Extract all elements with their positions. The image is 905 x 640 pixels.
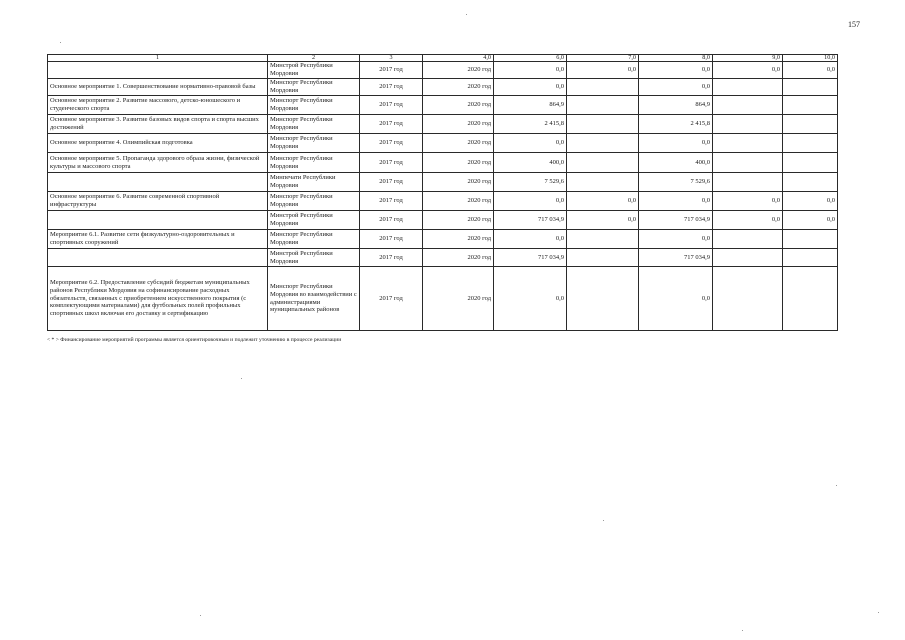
executor-cell: Минстрой Республики Мордовия <box>268 249 360 267</box>
value-cell <box>783 79 838 96</box>
value-cell: 0,0 <box>639 62 713 79</box>
value-cell: 717 034,9 <box>639 211 713 230</box>
end-year-cell: 2020 год <box>423 96 494 115</box>
value-cell: 0,0 <box>713 62 783 79</box>
end-year-cell: 2020 год <box>423 115 494 134</box>
header-cell: 6,0 <box>494 55 567 62</box>
measure-cell: Основное мероприятие 3. Развитие базовых видов спорта и спорта высших достижений <box>48 115 268 134</box>
value-cell: 400,0 <box>494 153 567 173</box>
start-year-cell: 2017 год <box>360 153 423 173</box>
value-cell: 0,0 <box>494 230 567 249</box>
table-row <box>48 79 838 96</box>
value-cell: 717 034,9 <box>639 249 713 267</box>
value-cell <box>783 96 838 115</box>
end-year-cell: 2020 год <box>423 267 494 331</box>
table-row <box>48 115 838 134</box>
header-cell: 4,0 <box>423 55 494 62</box>
end-year-cell: 2020 год <box>423 211 494 230</box>
scan-speck <box>60 42 61 43</box>
value-cell: 0,0 <box>639 134 713 153</box>
end-year-cell: 2020 год <box>423 192 494 211</box>
table-row <box>48 96 838 115</box>
page-number: 157 <box>848 20 860 29</box>
value-cell: 7 529,6 <box>639 173 713 192</box>
value-cell: 0,0 <box>783 192 838 211</box>
measure-cell: Основное мероприятие 1. Совершенствование нормативно-правовой базы <box>48 79 268 96</box>
start-year-cell: 2017 год <box>360 173 423 192</box>
executor-cell: Минспорт Республики Мордовия во взаимодействии с администрациями муниципальных районов <box>268 267 360 331</box>
measure-cell: Основное мероприятие 5. Пропаганда здорового образа жизни, физической культуры и массового спорта <box>48 153 268 173</box>
executor-cell: Минспорт Республики Мордовия <box>268 153 360 173</box>
table-row <box>48 62 838 79</box>
value-cell: 864,9 <box>494 96 567 115</box>
value-cell <box>713 267 783 331</box>
value-cell: 0,0 <box>713 211 783 230</box>
value-cell: 0,0 <box>494 134 567 153</box>
measure-cell: Мероприятие 6.1. Развитие сети физкультурно-оздоровительных и спортивных сооружений <box>48 230 268 249</box>
value-cell <box>567 79 639 96</box>
start-year-cell: 2017 год <box>360 96 423 115</box>
end-year-cell: 2020 год <box>423 249 494 267</box>
start-year-cell: 2017 год <box>360 79 423 96</box>
start-year-cell: 2017 год <box>360 267 423 331</box>
scan-speck <box>241 378 242 379</box>
header-cell: 10,0 <box>783 55 838 62</box>
value-cell: 0,0 <box>639 79 713 96</box>
measure-cell <box>48 173 268 192</box>
executor-cell: Минспорт Республики Мордовия <box>268 79 360 96</box>
scan-speck <box>603 520 604 521</box>
table-row <box>48 211 838 230</box>
value-cell <box>783 115 838 134</box>
table-row <box>48 134 838 153</box>
table-row <box>48 230 838 249</box>
measure-cell <box>48 211 268 230</box>
value-cell: 0,0 <box>494 79 567 96</box>
start-year-cell: 2017 год <box>360 230 423 249</box>
value-cell <box>783 153 838 173</box>
end-year-cell: 2020 год <box>423 62 494 79</box>
value-cell <box>567 96 639 115</box>
scan-speck <box>466 14 467 15</box>
value-cell: 717 034,9 <box>494 211 567 230</box>
end-year-cell: 2020 год <box>423 153 494 173</box>
value-cell <box>567 173 639 192</box>
header-cell: 7,0 <box>567 55 639 62</box>
value-cell <box>783 134 838 153</box>
executor-cell: Минспорт Республики Мордовия <box>268 115 360 134</box>
executor-cell: Минспорт Республики Мордовия <box>268 134 360 153</box>
executor-cell: Минстрой Республики Мордовия <box>268 62 360 79</box>
footnote: < * > Финансирование мероприятий программы является ориентировочным и подлежит уточнению в процессе реализации <box>47 337 342 343</box>
header-cell: 1 <box>48 55 268 62</box>
table-row <box>48 173 838 192</box>
start-year-cell: 2017 год <box>360 115 423 134</box>
scan-speck <box>878 612 879 613</box>
scan-speck <box>200 615 201 616</box>
value-cell: 0,0 <box>713 192 783 211</box>
measure-cell: Основное мероприятие 6. Развитие современной спортивной инфраструктуры <box>48 192 268 211</box>
value-cell <box>713 115 783 134</box>
value-cell: 864,9 <box>639 96 713 115</box>
value-cell: 0,0 <box>567 62 639 79</box>
header-cell: 3 <box>360 55 423 62</box>
value-cell <box>783 173 838 192</box>
value-cell <box>783 249 838 267</box>
end-year-cell: 2020 год <box>423 230 494 249</box>
value-cell <box>713 96 783 115</box>
value-cell: 2 415,8 <box>639 115 713 134</box>
start-year-cell: 2017 год <box>360 62 423 79</box>
value-cell <box>713 249 783 267</box>
value-cell: 0,0 <box>783 211 838 230</box>
table-row <box>48 249 838 267</box>
value-cell: 0,0 <box>639 192 713 211</box>
value-cell: 7 529,6 <box>494 173 567 192</box>
measure-cell <box>48 62 268 79</box>
value-cell <box>567 115 639 134</box>
value-cell: 0,0 <box>494 192 567 211</box>
value-cell: 0,0 <box>783 62 838 79</box>
value-cell <box>713 173 783 192</box>
value-cell: 717 034,9 <box>494 249 567 267</box>
scan-speck <box>742 630 743 631</box>
value-cell: 0,0 <box>567 211 639 230</box>
value-cell <box>713 79 783 96</box>
measure-cell: Мероприятие 6.2. Предоставление субсидий бюджетам муниципальных районов Республики Мордовия на софинансирование расходных обязательств, связанных с приобретением искусственного покрытия (с комплектующими материалами) для футбольных полей профильных спортивных школ включая его доставку и сертификацию <box>48 267 268 331</box>
value-cell: 0,0 <box>567 192 639 211</box>
value-cell: 2 415,8 <box>494 115 567 134</box>
start-year-cell: 2017 год <box>360 211 423 230</box>
start-year-cell: 2017 год <box>360 134 423 153</box>
table-row <box>48 192 838 211</box>
value-cell <box>567 134 639 153</box>
value-cell <box>567 153 639 173</box>
value-cell: 400,0 <box>639 153 713 173</box>
end-year-cell: 2020 год <box>423 79 494 96</box>
funding-table <box>47 54 838 331</box>
value-cell <box>783 230 838 249</box>
table-row <box>48 153 838 173</box>
value-cell: 0,0 <box>494 62 567 79</box>
executor-cell: Минспорт Республики Мордовия <box>268 230 360 249</box>
value-cell: 0,0 <box>639 267 713 331</box>
measure-cell: Основное мероприятие 4. Олимпийская подготовка <box>48 134 268 153</box>
value-cell <box>567 249 639 267</box>
header-cell: 2 <box>268 55 360 62</box>
end-year-cell: 2020 год <box>423 173 494 192</box>
measure-cell: Основное мероприятие 2. Развитие массового, детско-юношеского и студенческого спорта <box>48 96 268 115</box>
value-cell <box>783 267 838 331</box>
table-header-row <box>48 55 838 62</box>
value-cell <box>713 134 783 153</box>
executor-cell: Минспорт Республики Мордовия <box>268 192 360 211</box>
measure-cell <box>48 249 268 267</box>
value-cell <box>567 230 639 249</box>
header-cell: 8,0 <box>639 55 713 62</box>
executor-cell: Минстрой Республики Мордовия <box>268 211 360 230</box>
end-year-cell: 2020 год <box>423 134 494 153</box>
executor-cell: Минпечати Республики Мордовия <box>268 173 360 192</box>
table-row <box>48 267 838 331</box>
value-cell: 0,0 <box>639 230 713 249</box>
value-cell <box>713 153 783 173</box>
start-year-cell: 2017 год <box>360 249 423 267</box>
start-year-cell: 2017 год <box>360 192 423 211</box>
header-cell: 9,0 <box>713 55 783 62</box>
value-cell <box>713 230 783 249</box>
value-cell <box>567 267 639 331</box>
scan-speck <box>836 485 837 486</box>
executor-cell: Минспорт Республики Мордовия <box>268 96 360 115</box>
value-cell: 0,0 <box>494 267 567 331</box>
